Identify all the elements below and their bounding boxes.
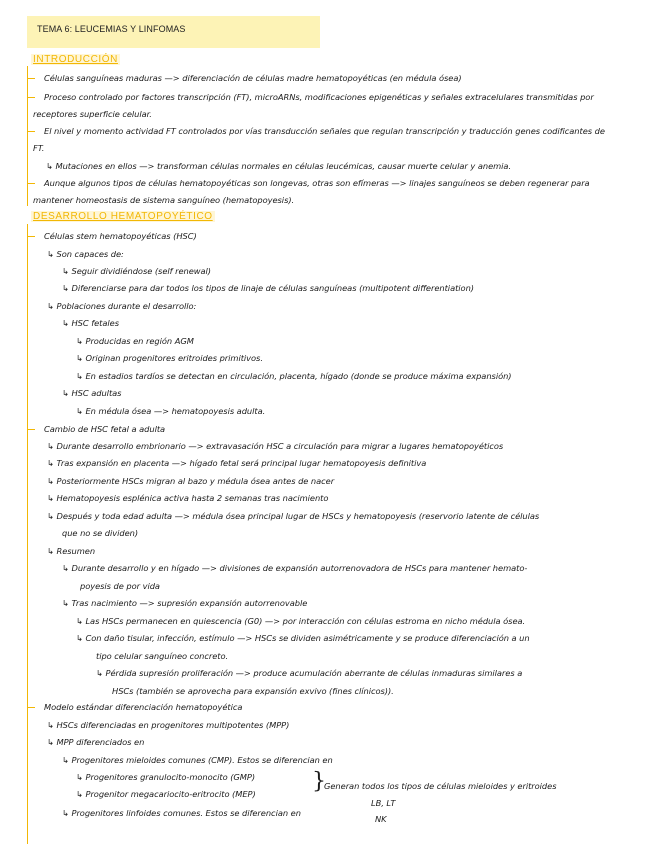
text-line: ↳ Durante desarrollo embrionario —> extravasación HSC a circulación para migrar a lugares hematopoyéticos (47, 441, 504, 451)
text-line: FT. (33, 143, 45, 153)
margin-rule-intro (27, 66, 28, 206)
text-line: NK (375, 814, 387, 824)
margin-rule-desarrollo (27, 224, 28, 844)
text-line: ↳ Resumen (47, 546, 96, 556)
text-line: ↳ Pérdida supresión proliferación —> produce acumulación aberrante de células inmaduras similares a (96, 668, 523, 678)
text-line: ↳ Originan progenitores eritroides primitivos. (76, 353, 263, 363)
text-line: El nivel y momento actividad FT controlados por vías transducción señales que regulan transcripción y traducción genes codificantes de (44, 126, 605, 136)
text-line: Modelo estándar diferenciación hematopoyética (44, 702, 243, 712)
text-line: Proceso controlado por factores transcripción (FT), microARNs, modificaciones epigenéticas y señales extracelulares transmitidas por (44, 92, 594, 102)
text-line: ↳ HSC adultas (62, 388, 122, 398)
text-line: mantener homeostasis de sistema sanguíneo (hematopoyesis). (33, 195, 295, 205)
text-line: ↳ HSC fetales (62, 318, 119, 328)
text-line: ↳ Progenitor megacariocito-eritrocito (MEP) (76, 789, 256, 799)
text-line: LB, LT (371, 798, 396, 808)
text-line: ↳ Posteriormente HSCs migran al bazo y médula ósea antes de nacer (47, 476, 335, 486)
text-line: Células stem hematopoyéticas (HSC) (44, 231, 197, 241)
text-line: ↳ Progenitores mieloides comunes (CMP). Estos se diferencian en (62, 755, 333, 765)
text-line: poyesis de por vida (80, 581, 160, 591)
text-line: receptores superficie celular. (33, 109, 152, 119)
tick (27, 131, 35, 132)
text-line: ↳ Tras nacimiento —> supresión expansión autorrenovable (62, 598, 308, 608)
text-line: ↳ Con daño tisular, infección, estímulo —> HSCs se dividen asimétricamente y se produce diferenciación a un (76, 633, 530, 643)
text-line: ↳ Después y toda edad adulta —> médula ósea principal lugar de HSCs y hematopoyesis (reservorio latente de células (47, 511, 540, 521)
text-line: ↳ HSCs diferenciadas en progenitores multipotentes (MPP) (47, 720, 290, 730)
text-line: tipo celular sanguíneo concreto. (96, 651, 229, 661)
text-line: ↳ Poblaciones durante el desarrollo: (47, 301, 197, 311)
tick (27, 183, 35, 184)
text-line: Generan todos los tipos de células mieloides y eritroides (324, 781, 557, 791)
text-line: ↳ En estadios tardíos se detectan en circulación, placenta, hígado (donde se produce máxima expansión) (76, 371, 512, 381)
text-line: ↳ Progenitores linfoides comunes. Estos se diferencian en (62, 808, 301, 818)
text-line: ↳ MPP diferenciados en (47, 737, 145, 747)
tick (27, 97, 35, 98)
text-line: ↳ Las HSCs permanecen en quiescencia (G0) —> por interacción con células estroma en nicho médula ósea. (76, 616, 526, 626)
section-desarrollo: DESARROLLO HEMATOPOYÉTICO (33, 211, 213, 222)
text-line: Aunque algunos tipos de células hematopoyéticas son longevas, otras son efímeras —> linajes sanguíneos se deben regenerar para (44, 178, 590, 188)
text-line: ↳ Mutaciones en ellos —> transforman células normales en células leucémicas, causar muerte celular y anemia. (46, 161, 512, 171)
tick (27, 236, 35, 237)
page-title: TEMA 6: LEUCEMIAS Y LINFOMAS (37, 24, 186, 34)
text-line: ↳ En médula ósea —> hematopoyesis adulta. (76, 406, 266, 416)
tick (27, 707, 35, 708)
text-line: ↳ Seguir dividiéndose (self renewal) (62, 266, 211, 276)
text-line: ↳ Diferenciarse para dar todos los tipos de linaje de células sanguíneas (multipotent differentiation) (62, 283, 474, 293)
text-line: ↳ Son capaces de: (47, 249, 124, 259)
text-line: que no se dividen) (62, 528, 139, 538)
text-line: ↳ Tras expansión en placenta —> hígado fetal será principal lugar hematopoyesis definitiva (47, 458, 427, 468)
text-line: Cambio de HSC fetal a adulta (44, 424, 166, 434)
text-line: HSCs (también se aprovecha para expansión exvivo (fines clínicos)). (112, 686, 394, 696)
text-line: ↳ Hematopoyesis esplénica activa hasta 2 semanas tras nacimiento (47, 493, 329, 503)
text-line: ↳ Progenitores granulocito-monocito (GMP) (76, 772, 256, 782)
text-line: Células sanguíneas maduras —> diferenciación de células madre hematopoyéticas (en médula ósea) (44, 73, 462, 83)
text-line: ↳ Durante desarrollo y en hígado —> divisiones de expansión autorrenovadora de HSCs para mantener hemato- (62, 563, 528, 573)
text-line: ↳ Producidas en región AGM (76, 336, 194, 346)
section-introduccion: INTRODUCCIÓN (33, 54, 118, 65)
brace-icon: } (312, 769, 326, 794)
tick (27, 78, 35, 79)
tick (27, 429, 35, 430)
